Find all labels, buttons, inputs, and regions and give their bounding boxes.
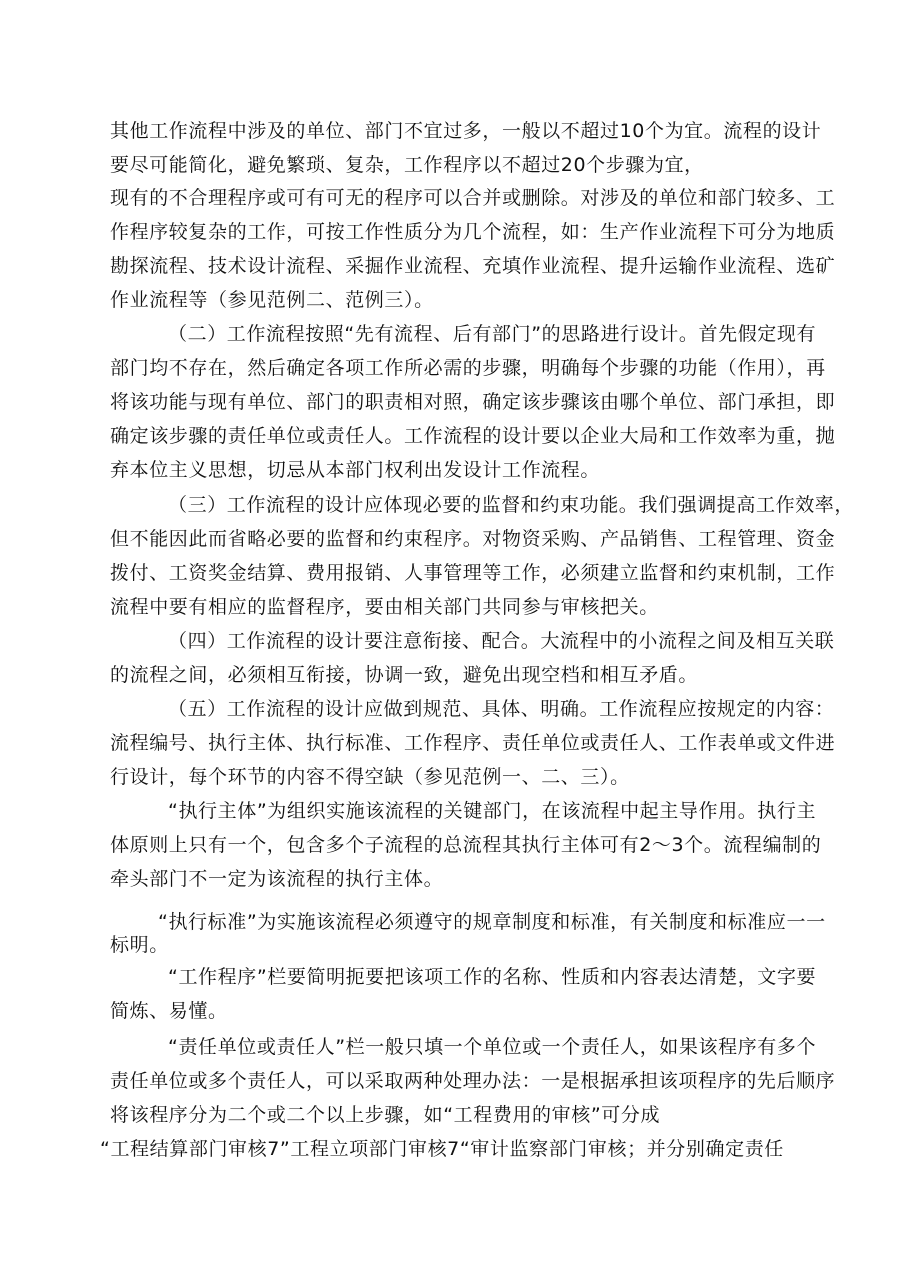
text-line: 将该程序分为二个或二个以上步骤，如“工程费用的审核”可分成 [110, 1104, 661, 1126]
text-line: 责任单位或多个责任人，可以采取两种处理办法：一是根据承担该项程序的先后顺序 [110, 1070, 836, 1092]
text-line: 其他工作流程中涉及的单位、部门不宜过多，一般以不超过10个为宜。流程的设计 [110, 120, 822, 142]
text-line: 体原则上只有一个，包含多个子流程的总流程其执行主体可有2〜3个。流程编制的 [110, 834, 822, 856]
text-line: 牵头部门不一定为该流程的执行主体。 [110, 868, 444, 890]
text-line: 现有的不合理程序或可有可无的程序可以合并或删除。对涉及的单位和部门较多、工 [110, 187, 836, 209]
text-line: 的流程之间，必须相互衔接，协调一致，避免出现空档和相互矛盾。 [110, 664, 699, 686]
text-line: 将该功能与现有单位、部门的职责相对照，确定该步骤该由哪个单位、部门承担，即 [110, 391, 836, 413]
text-line: 流程编号、执行主体、执行标准、工作程序、责任单位或责任人、工作表单或文件进 [110, 732, 836, 754]
text-line: 流程中要有相应的监督程序，要由相关部门共同参与审核把关。 [110, 596, 659, 618]
text-line: 部门均不存在，然后确定各项工作所必需的步骤，明确每个步骤的功能（作用），再 [110, 357, 826, 379]
text-line: 确定该步骤的责任单位或责任人。工作流程的设计要以企业大局和工作效率为重，抛 [110, 425, 836, 447]
text-line: 简炼、易懂。 [110, 1000, 228, 1022]
paragraph-2-first-line: （二）工作流程按照“先有流程、后有部门”的思路进行设计。首先假定现有 [168, 323, 817, 345]
paragraph-3-first-line: （三）工作流程的设计应体现必要的监督和约束功能。我们强调提高工作效率， [168, 494, 855, 516]
text-line: 作程序较复杂的工作，可按工作性质分为几个流程，如：生产作业流程下可分为地质 [110, 221, 836, 243]
paragraph-standard-first-line: “执行标准”为实施该流程必须遵守的规章制度和标准，有关制度和标准应一一 [158, 911, 826, 933]
text-line: 要尽可能简化，避免繁琐、复杂，工作程序以不超过20个步骤为宜， [110, 154, 704, 176]
text-line: 但不能因此而省略必要的监督和约束程序。对物资采购、产品销售、工程管理、资金 [110, 528, 836, 550]
paragraph-5-first-line: （五）工作流程的设计应做到规范、具体、明确。工作流程应按规定的内容： [168, 698, 835, 720]
text-line: 行设计，每个环节的内容不得空缺（参见范例一、二、三）。 [110, 766, 630, 788]
paragraph-responsible-first-line: “责任单位或责任人”栏一般只填一个单位或一个责任人，如果该程序有多个 [168, 1036, 817, 1058]
text-line: 弃本位主义思想，切忌从本部门权利出发设计工作流程。 [110, 459, 601, 481]
paragraph-executor-first-line: “执行主体”为组织实施该流程的关键部门，在该流程中起主导作用。执行主 [168, 800, 817, 822]
paragraph-4-first-line: （四）工作流程的设计要注意衔接、配合。大流程中的小流程之间及相互关联 [168, 630, 835, 652]
text-line: 作业流程等（参见范例二、范例三）。 [110, 289, 434, 311]
text-line: 拨付、工资奖金结算、费用报销、人事管理等工作，必须建立监督和约束机制，工作 [110, 562, 836, 584]
paragraph-procedure-first-line: “工作程序”栏要简明扼要把该项工作的名称、性质和内容表达清楚，文字要 [168, 966, 817, 988]
text-line: 勘探流程、技术设计流程、采掘作业流程、充填作业流程、提升运输作业流程、选矿 [110, 255, 836, 277]
text-line: 标明。 [110, 934, 169, 956]
text-line: “工程结算部门审核7”工程立项部门审核7“审计监察部门审核；并分别确定责任 [100, 1138, 784, 1160]
